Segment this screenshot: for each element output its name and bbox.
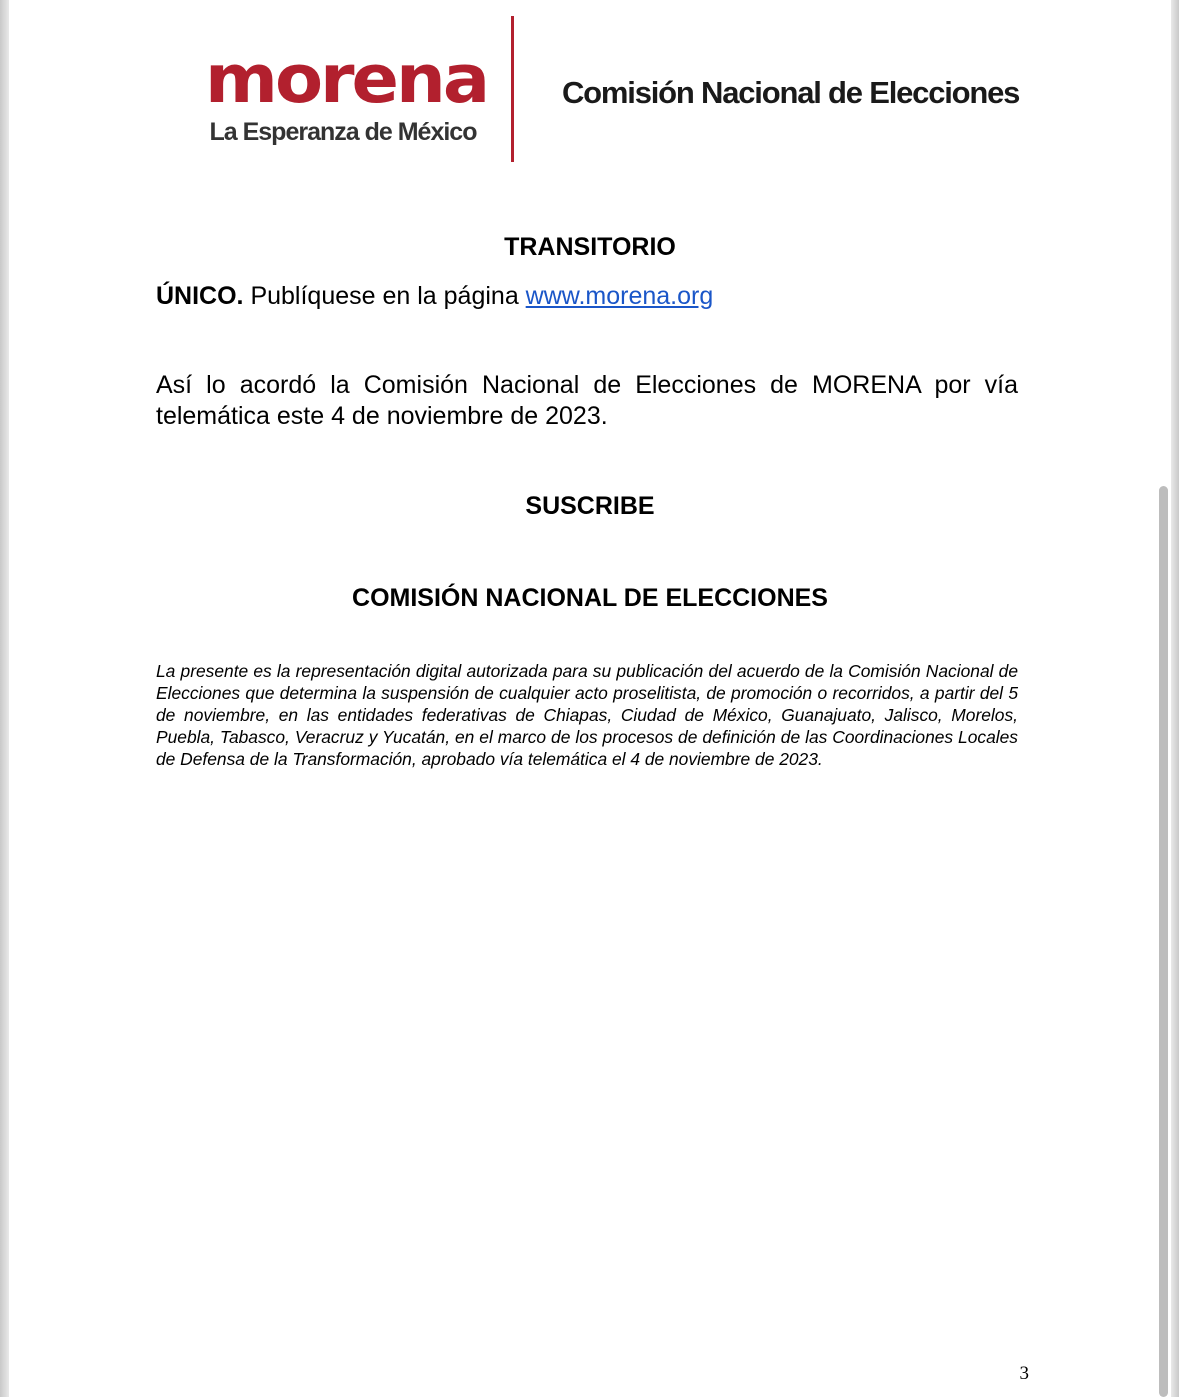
viewer-left-edge [0, 0, 9, 1397]
suscribe-heading: SUSCRIBE [525, 492, 655, 520]
viewer-right-edge [1171, 0, 1179, 1397]
morena-logo-wordmark: morena [205, 40, 488, 118]
transitorio-heading: TRANSITORIO [504, 233, 676, 261]
vertical-scrollbar[interactable] [1159, 486, 1168, 1397]
document-page [9, 0, 1171, 1397]
comision-heading: COMISIÓN NACIONAL DE ELECCIONES [352, 584, 828, 612]
digital-representation-note: La presente es la representación digital autorizada para su publicación del acuerdo de la Comisión Nacional de Elecciones que determina la suspensión de cualquier acto proselitista, de promoción o recorridos, a partir del 5 de noviembre, en las entidades federativas de Chiapas, Ciudad de México, Guanajuato, Jalisco, Morelos, Puebla, Tabasco, Veracruz y Yucatán, en el marco de los procesos de definición de las Coordinaciones Locales de Defensa de la Transformación, aprobado vía telemática el 4 de noviembre de 2023. [156, 661, 1018, 769]
header-divider [511, 16, 514, 162]
header-commission-name: Comisión Nacional de Elecciones [562, 75, 1020, 110]
unico-text: Publíquese en la página [243, 282, 526, 310]
page-number: 3 [1019, 1363, 1029, 1384]
unico-label: ÚNICO. [156, 282, 244, 310]
morena-website-link[interactable]: www.morena.org [525, 282, 714, 310]
unico-paragraph [156, 281, 713, 311]
morena-logo-tagline: La Esperanza de México [209, 118, 477, 146]
acuerdo-paragraph: Así lo acordó la Comisión Nacional de Elecciones de MORENA por vía telemática este 4 de noviembre de 2023. [156, 371, 1018, 430]
